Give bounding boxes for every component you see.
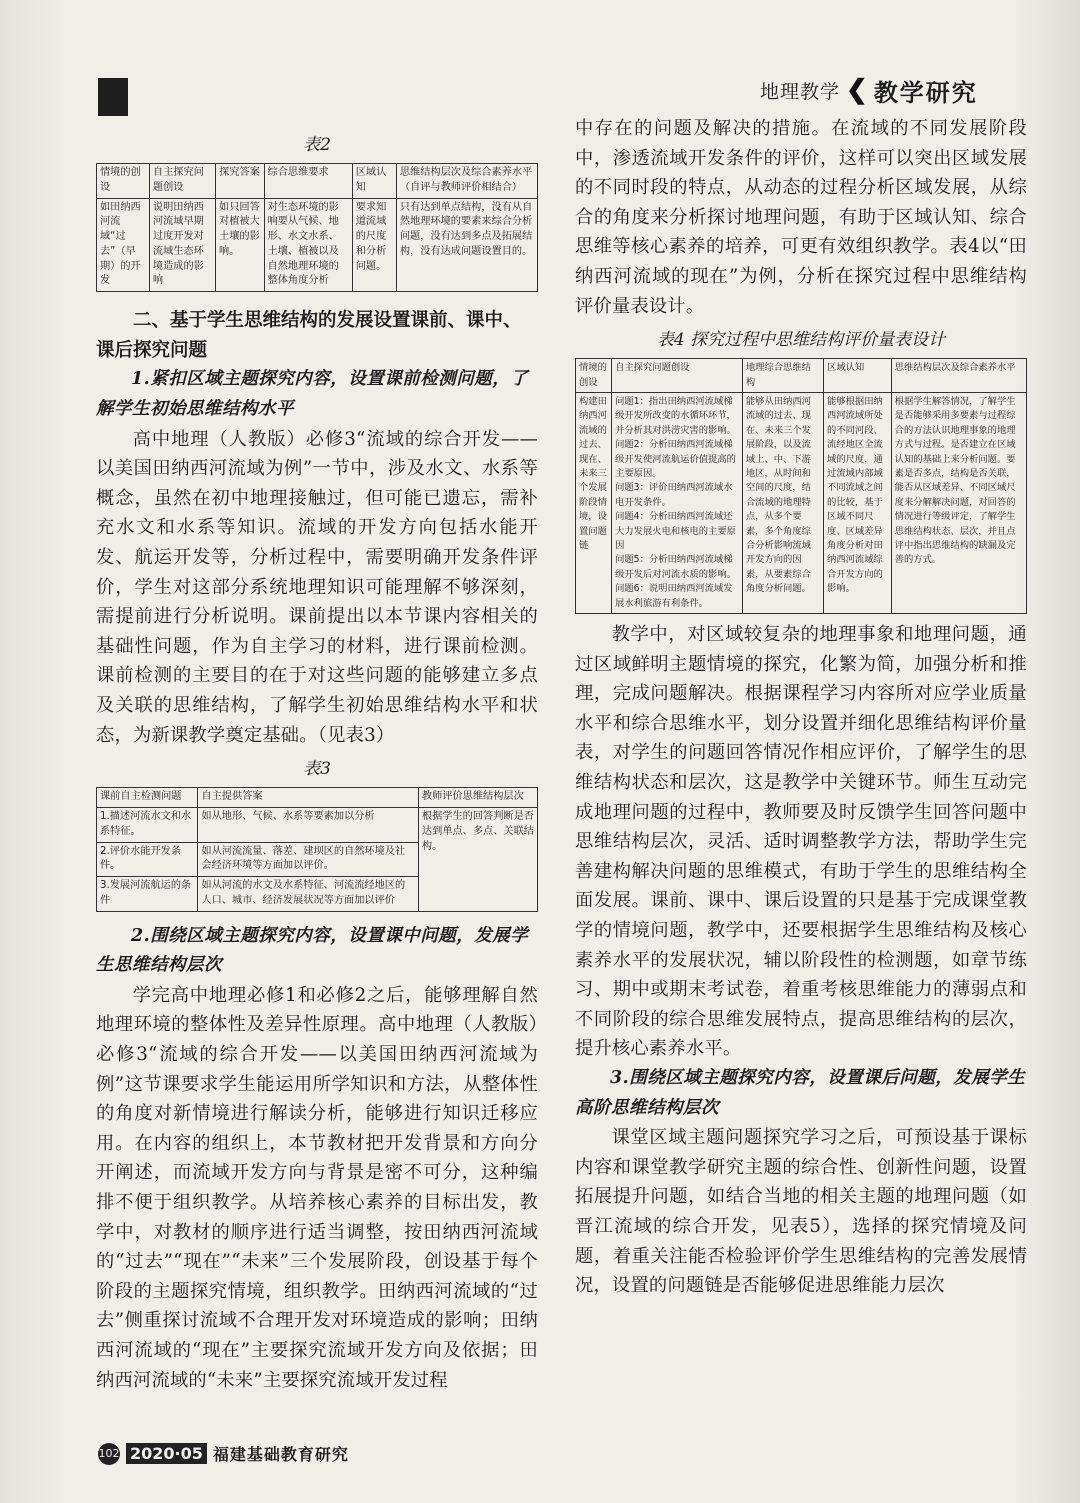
table-cell: 能够从田纳西河流域的过去、现在、未来三个发展阶段，以及流域上、中、下游地区，从时间和空间的尺度，结合流域的地理特点，从多个要素，多个角度综合分析影响流域开发方向的因素，从要素综合角度分析问题。 <box>742 392 823 613</box>
table-header-cell: 综合思维要求 <box>264 164 352 199</box>
table-header-cell: 教师评价思维结构层次 <box>418 788 537 808</box>
section-heading: 二、基于学生思维结构的发展设置课前、课中、课后探究问题 <box>96 310 522 361</box>
table-header-cell: 自主探究问题创设 <box>612 359 743 393</box>
body-paragraph: 中存在的问题及解决的措施。在流域的不同发展阶段中，渗透流域开发条件的评价，这样可以突出区域发展的不同时段的特点，从动态的过程分析区域发展，从综合的角度来分析探讨地理问题，有助于区域认知、综合思维等核心素养的培养，可更有效组织教学。表4以“田纳西河流域的现在”为例，分析在探究过程中思维结构评价量表设计。 <box>575 118 1027 317</box>
table-cell: 如田纳西河流域“过去”（早期）的开发 <box>97 198 150 292</box>
table-cell: 如从河流的水文及水系特征、河流流经地区的人口、城市、经济发展状况等方面加以评价 <box>198 877 419 912</box>
table-cell: 根据学生解答情况，了解学生是否能够采用多要素与过程综合的方法认识地理事象的地理方式与过程。是否建立在区域认知的基础上来分析问题。要素是否多点，结构是否关联，能否从区域差异、不同区域尺度来分解解决问题，对回答的情况进行等级评定，了解学生思维结构状态、层次，并且点评中指出思维结构的缺漏及完善的方式。 <box>891 392 1026 613</box>
list-item: 问题1：指出田纳西河流域梯级开发所改变的水循环环节，并分析其对洪涝灾害的影响。 <box>615 395 736 436</box>
list-item: 问题6：说明田纳西河流域发展水利旅游有利条件。 <box>615 583 733 609</box>
table-row <box>97 807 538 842</box>
table-cell: 如只回答对植被大土壤的影响。 <box>216 198 265 292</box>
table-header-row <box>97 164 538 199</box>
body-paragraph: 学完高中地理必修1和必修2之后，能够理解自然地理环境的整体性及差异性原理。高中地理（人教版）必修3“流域的综合开发——以美国田纳西河流域为例”这节课要求学生能运用所学知识和方法，从整体性的角度对新情境进行解读分析，能够进行知识迁移应用。在内容的组织上，本节教材把开发背景和方向分开阐述，而流域开发方向与背景是密不可分，这种编排不便于组织教学。从培养核心素养的目标出发，教学中，对教材的顺序进行适当调整，按田纳西河流域的“过去”“现在”“未来”三个发展阶段，创设基于每个阶段的主题探究情境，组织教学。田纳西河流域的“过去”侧重探讨流域不合理开发对环境造成的影响；田纳西河流域的“现在”主要探究流域开发方向及依据；田纳西河流域的“未来”主要探究流域开发过程 <box>96 984 538 1391</box>
table-cell: 如从河流流量、落差、建坝区的自然环境及社会经济环境等方面加以评价。 <box>198 842 419 877</box>
table-header-cell: 自主探究问题创设 <box>149 164 215 199</box>
corner-marker <box>98 78 128 116</box>
left-column <box>96 128 538 1395</box>
running-header <box>760 70 1020 110</box>
table-row <box>576 392 1027 613</box>
page-footer <box>98 1442 349 1465</box>
table-cell: 构建田纳西河流域的过去、现在、未来三个发展阶段情境，设置问题链 <box>576 392 612 613</box>
list-item: 问题2：分析田纳西河流域梯级开发使河流航运价值提高的主要原因。 <box>615 439 736 479</box>
body-paragraph: 教学中，对区域较复杂的地理事象和地理问题，通过区域鲜明主题情境的探究，化繁为简，加强分析和推理，完成问题解决。根据课程学习内容所对应学业质量水平和综合思维水平，划分设置并细化思维结构评价量表，对学生的问题回答情况作相应评价，了解学生的思维结构状态和层次，这是教学中关键环节。师生互动完成地理问题的过程中，教师要及时反馈学生回答问题中思维结构层次，灵活、适时调整教学方法，帮助学生完善建构解决问题的思维模式，有助于学生的思维结构全面发展。课前、课中、课后设置的只是基于完成课堂教学的情境问题，教学中，还要根据学生思维结构及核心素养水平的发展状况，辅以阶段性的检测题，如章节练习、期中或期末考试卷，着重考核思维能力的薄弱点和不同阶段的综合思维发展特点，提高思维结构的层次，提升核心素养水平。 <box>575 624 1027 1060</box>
table3 <box>96 787 538 911</box>
header-section: 地理教学 <box>760 80 841 103</box>
list-item: 问题4：分析田纳西河流域还大力发展火电和核电的主要原因 <box>615 511 736 552</box>
table-cell: 根据学生的回答判断是否达到单点、多点、关联结构。 <box>418 807 537 911</box>
header-column: 教学研究 <box>873 77 978 107</box>
table-header-cell: 地理综合思维结构 <box>742 359 823 393</box>
table2 <box>96 163 538 292</box>
table-cell: 对生态环境的影响要从气候、地形、水文水系、土壤、植被以及自然地理环境的整体角度分析 <box>264 198 352 292</box>
table-row <box>97 198 538 292</box>
table3-caption: 表3 <box>303 759 331 780</box>
left-arrow-icon: ❮ <box>846 75 868 105</box>
table-header-cell: 区域认知 <box>824 359 892 393</box>
table-header-cell: 区域认知 <box>352 164 396 199</box>
page-number: 102 <box>98 1443 120 1465</box>
table-header-cell: 情境的创设 <box>576 359 612 393</box>
subsection-heading: 2.围绕区域主题探究内容，设置课中问题，发展学生思维结构层次 <box>96 925 529 976</box>
table-cell: 如从地形、气候、水系等要素加以分析 <box>198 807 419 842</box>
table-header-row <box>576 359 1027 393</box>
table-header-cell: 探究答案 <box>216 164 265 199</box>
table-header-row <box>97 788 538 808</box>
table-header-cell: 课前自主检测问题 <box>97 788 198 808</box>
table-header-cell: 思维结构层次及综合素养水平 <box>891 359 1026 393</box>
table-cell: 要求知道流域的尺度和分析问题。 <box>352 198 396 292</box>
table-header-cell: 情境的创设 <box>97 164 150 199</box>
table2-caption: 表2 <box>303 135 331 155</box>
table-header-cell: 思维结构层次及综合素养水平（自评与教师评价相结合） <box>396 164 537 199</box>
table-header-cell: 自主提供答案 <box>198 788 419 808</box>
list-item: 问题5：分析田纳西河流域梯级开发后对河流水质的影响。 <box>615 554 736 580</box>
table-cell <box>612 392 743 613</box>
issue-label: 2020·05 <box>126 1443 207 1464</box>
right-column <box>575 114 1027 1301</box>
table-cell: 只有达到单点结构，没有从自然地理环境的要素来综合分析问题，没有达到多点及拓展结构，没有达成问题设置目的。 <box>396 198 537 292</box>
table-cell: 能够根据田纳西河流域所处的不同河段、流经地区全流域的尺度，通过流域内部域不同流域之间的比较，基于区域不同尺度、区域差异角度分析对田纳西河流域综合开发方向的影响。 <box>824 392 892 613</box>
table4-caption: 表4 探究过程中思维结构评价量表设计 <box>656 330 946 351</box>
table-cell: 说明田纳西河流域早期过度开发对流域生态环境造成的影响 <box>149 198 215 292</box>
table-cell: 2.评价水能开发条件。 <box>97 842 198 877</box>
table4 <box>575 358 1027 614</box>
journal-name: 福建基础教育研究 <box>212 1445 349 1464</box>
body-paragraph: 高中地理（人教版）必修3“流域的综合开发——以美国田纳西河流域为例”一节中，涉及水文、水系等概念，虽然在初中地理接触过，但可能已遗忘，需补充水文和水系等知识。流域的开发方向包括水能开发、航运开发等，分析过程中，需要明确开发条件评价，学生对这部分系统地理知识可能理解不够深刻，需提前进行分析说明。课前提出以本节课内容相关的基础性问题，作为自主学习的材料，进行课前检测。课前检测的主要目的在于对这些问题的能够建立多点及关联的思维结构，了解学生初始思维结构水平和状态，为新课教学奠定基础。（见表3） <box>96 428 538 746</box>
body-paragraph: 课堂区域主题问题探究学习之后，可预设基于课标内容和课堂教学研究主题的综合性、创新性问题，设置拓展提升问题，如结合当地的相关主题的地理问题（如晋江流域的综合开发，见表5），选择的探究情境及问题，着重关注能否检验评价学生思维结构的完善发展情况，设置的问题链是否能够促进思维能力层次 <box>575 1127 1027 1297</box>
subsection-heading: 3.围绕区域主题探究内容，设置课后问题，发展学生高阶思维结构层次 <box>575 1067 1026 1118</box>
table-cell: 1.描述河流水文和水系特征。 <box>97 807 198 842</box>
subsection-heading: 1.紧扣区域主题探究内容，设置课前检测问题，了解学生初始思维结构水平 <box>96 369 529 420</box>
list-item: 问题3：评价田纳西河流域水电开发条件。 <box>615 482 733 508</box>
table-cell: 3.发展河流航运的条件 <box>97 877 198 912</box>
